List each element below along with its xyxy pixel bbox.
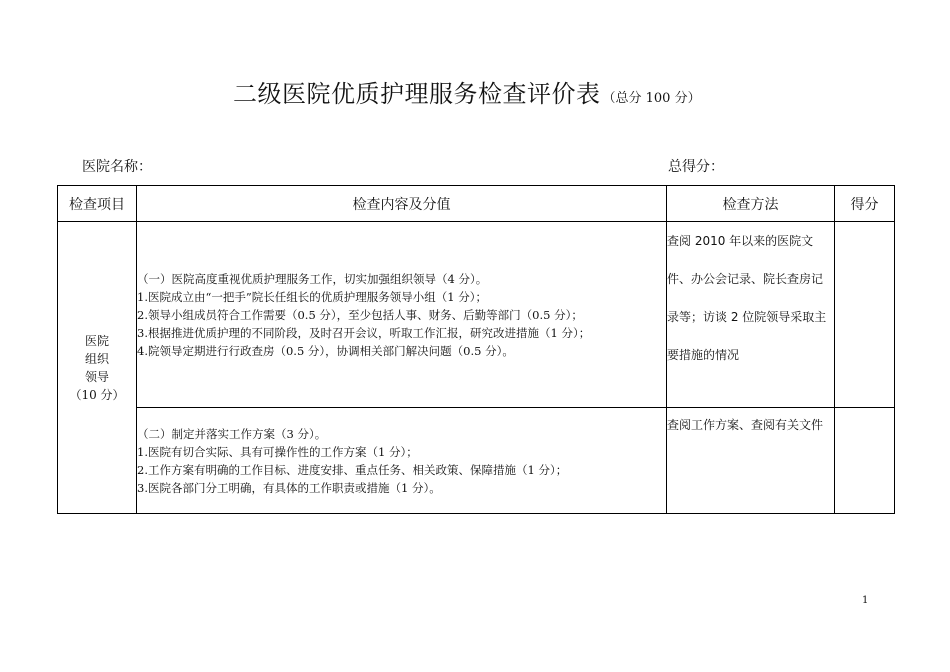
header-score: 得分 <box>835 186 895 222</box>
content-item: 1.医院成立由“一把手”院长任组长的优质护理服务领导小组（1 分）； <box>137 289 487 304</box>
content-item: 3.根据推进优质护理的不同阶段，及时召开会议，听取工作汇报，研究改进措施（1 分）； <box>137 325 591 340</box>
table-row <box>58 222 895 408</box>
content-item: 2.领导小组成员符合工作需要（0.5 分），至少包括人事、财务、后勤等部门（0.5 分）； <box>137 307 583 322</box>
score-cell[interactable] <box>835 222 895 408</box>
page-number: 1 <box>862 595 869 606</box>
table-row <box>58 408 895 514</box>
category-line: 医院 <box>84 333 109 348</box>
table-header-row <box>58 186 895 222</box>
total-score-label: 总得分： <box>668 159 724 175</box>
content-heading: （二）制定并落实工作方案（3 分）。 <box>137 426 327 441</box>
content-item: 2.工作方案有明确的工作目标、进度安排、重点任务、相关政策、保障措施（1 分）； <box>137 462 568 477</box>
method-cell: 查阅工作方案、查阅有关文件 <box>667 408 835 514</box>
content-heading: （一）医院高度重视优质护理服务工作，切实加强组织领导（4 分）。 <box>137 271 488 286</box>
content-item: 1.医院有切合实际、具有可操作性的工作方案（1 分）； <box>137 444 418 459</box>
header-check-method: 检查方法 <box>667 186 835 222</box>
category-line: 组织 <box>84 351 109 366</box>
method-cell: 查阅 2010 年以来的医院文件、办公会记录、院长查房记录等；访谈 2 位院领导采取主要措施的情况 <box>667 222 835 408</box>
document-subtitle: （总分 100 分） <box>602 91 701 106</box>
hospital-name-label: 医院名称： <box>82 159 152 175</box>
header-check-item: 检查项目 <box>58 186 137 222</box>
page-title <box>233 74 701 109</box>
content-item: 3.医院各部门分工明确，有具体的工作职责或措施（1 分）。 <box>137 480 441 495</box>
header-check-content: 检查内容及分值 <box>137 186 667 222</box>
content-cell <box>137 222 667 408</box>
document-title: 二级医院优质护理服务检查评价表 <box>233 80 601 108</box>
content-cell <box>137 408 667 514</box>
category-cell <box>58 222 137 514</box>
category-points: （10 分） <box>69 387 125 402</box>
score-cell[interactable] <box>835 408 895 514</box>
category-line: 领导 <box>84 369 109 384</box>
evaluation-table <box>57 185 895 514</box>
content-item: 4.院领导定期进行行政查房（0.5 分），协调相关部门解决问题（0.5 分）。 <box>137 343 514 358</box>
